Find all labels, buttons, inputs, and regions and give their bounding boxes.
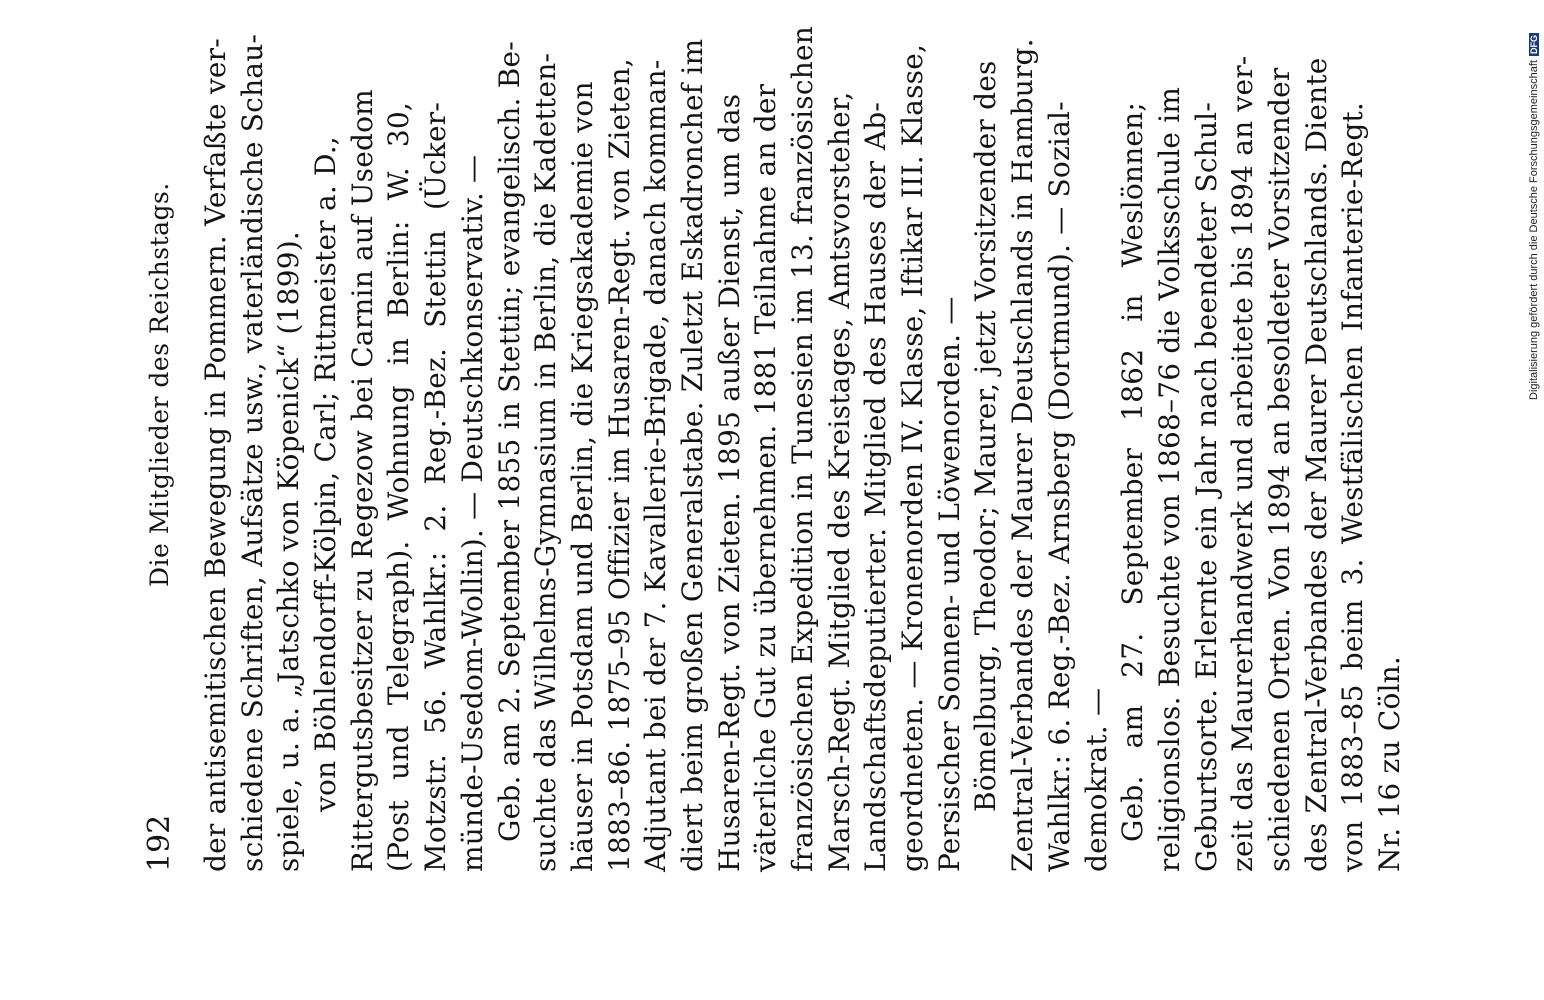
dfg-credit — [1524, 8, 1544, 408]
text-line: von Böhlendorff-Kölpin, Carl; Rittmeister a. D., — [309, 136, 343, 812]
text-line: Bömelburg, Theodor; Maurer, jetzt Vorsitzender des — [969, 60, 1003, 812]
text-line: spiele, u. a. „Jatschko von Köpenick“ (1899). — [272, 231, 306, 872]
text-line: Husaren-Regt. von Zieten. 1895 außer Dienst, um das — [712, 93, 746, 872]
text-line: häuser in Potsdam und Berlin, die Kriegsakademie von — [565, 81, 599, 872]
text-line: demokrat. — — [1079, 687, 1113, 872]
text-line: geordneten. — Kronenorden IV. Klasse, Iftikar III. Klasse, — [896, 43, 930, 872]
text-line: schiedene Schriften, Aufsätze usw., vaterländische Schau- — [235, 33, 269, 872]
text-line: väterliche Gut zu übernehmen. 1881 Teilnahme an der — [749, 83, 783, 872]
text-line: Landschaftsdeputierter. Mitglied des Hauses der Ab- — [859, 102, 893, 872]
text-line: Zentral-Verbandes der Maurer Deutschlands in Hamburg. — [1006, 38, 1040, 872]
text-line: diert beim großen Generalstabe. Zuletzt Eskadronchef im — [675, 38, 709, 872]
text-line: schiedenen Orten. Von 1894 an besoldeter Vorsitzender — [1262, 67, 1296, 872]
text-line: Nr. 16 zu Cöln. — [1373, 656, 1406, 872]
text-line: Rittergutsbesitzer zu Regezow bei Carnin auf Usedom — [345, 89, 379, 872]
text-line: Marsch-Regt. Mitglied des Kreistages, Amtsvorsteher, — [822, 91, 856, 872]
text-line: religionslos. Besuchte von 1868–76 die Volksschule im — [1152, 86, 1186, 872]
running-title: Die Mitglieder des Reichstags. — [145, 182, 174, 587]
dfg-credit-text — [1528, 8, 1540, 400]
text-line: der antisemitischen Bewegung in Pommern. Verfaßte ver- — [199, 38, 232, 872]
text-line: münde-Usedom-Wollin). — Deutschkonservativ. — — [455, 154, 489, 872]
running-head — [140, 102, 180, 872]
text-line: 1883–86. 1875–95 Offizier im Husaren-Regt. von Zieten, — [602, 58, 636, 872]
text-line: Geburtsorte. Erlernte ein Jahr nach beendeter Schul- — [1189, 102, 1223, 872]
book-page — [140, 26, 1406, 872]
dfg-logo: DFG — [1529, 35, 1539, 55]
text-line: Persischer Sonnen- und Löwenorden. — — [932, 296, 966, 872]
text-line: (Post und Telegraph). Wohnung in Berlin: W. 30, — [382, 102, 416, 872]
text-line: zeit das Maurerhandwerk und arbeitete bis 1894 an ver- — [1226, 55, 1260, 872]
text-line: von 1883–85 beim 3. Westfälischen Infanterie-Regt. — [1336, 102, 1370, 872]
text-line: Wahlkr.: 6. Reg.-Bez. Arnsberg (Dortmund). — Sozial- — [1042, 101, 1076, 872]
text-line: Geb. am 2. September 1855 in Stettin; evangelisch. Be- — [492, 41, 526, 842]
text-line: suchte das Wilhelms-Gymnasium in Berlin, die Kadetten- — [529, 52, 563, 872]
text-line: französischen Expedition in Tunesien im 13. französischen — [786, 26, 819, 872]
text-line: des Zentral-Verbandes der Maurer Deutschlands. Diente — [1299, 57, 1333, 872]
text-line: Motzstr. 56. Wahlkr.: 2. Reg.-Bez. Stettin (Ücker- — [419, 102, 453, 872]
page-number: 192 — [142, 814, 177, 872]
body-text — [198, 26, 1409, 872]
text-line: Adjutant bei der 7. Kavallerie-Brigade, danach komman- — [639, 59, 673, 872]
text-line: Geb. am 27. September 1862 in Weslönnen; — [1116, 102, 1150, 842]
dfg-credit-label: Digitalisierung gefördert durch die Deutsche Forschungsgemeinschaft — [1528, 60, 1540, 400]
